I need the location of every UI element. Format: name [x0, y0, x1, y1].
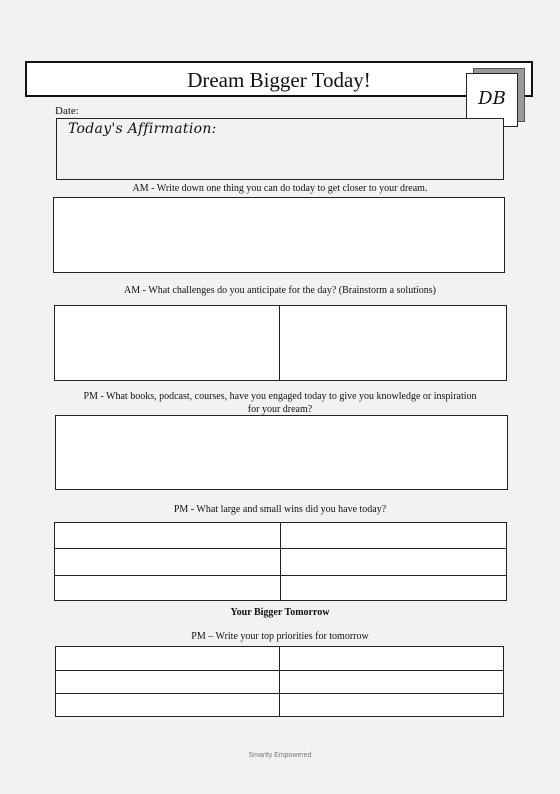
logo-badge: DB — [466, 73, 518, 127]
am-challenges-box[interactable] — [54, 305, 507, 381]
affirmation-label: Today's Affirmation: — [68, 121, 217, 137]
footer-brand: Smartly Empowered — [248, 752, 312, 759]
page-title: Dream Bigger Today! — [187, 68, 371, 92]
priorities-divider-h1 — [55, 670, 504, 671]
pm-learning-prompt-line2: for your dream? — [247, 404, 313, 415]
wins-divider-h1 — [54, 548, 507, 549]
challenges-divider — [279, 305, 280, 381]
wins-divider-v — [280, 522, 281, 601]
priorities-divider-h2 — [55, 693, 504, 694]
priorities-divider-v — [279, 646, 280, 717]
tomorrow-heading: Your Bigger Tomorrow — [230, 607, 330, 618]
am-dream-prompt: AM - Write down one thing you can do today to get closer to your dream. — [132, 183, 428, 194]
pm-learning-prompt-line1: PM - What books, podcast, courses, have you engaged today to give you knowledge or inspiration — [83, 391, 477, 402]
pm-learning-box[interactable] — [55, 415, 508, 490]
pm-priorities-prompt: PM – Write your top priorities for tomorrow — [191, 631, 369, 642]
wins-divider-h2 — [54, 575, 507, 576]
am-dream-box[interactable] — [53, 197, 505, 273]
date-label: Date: — [55, 105, 79, 117]
pm-wins-prompt: PM - What large and small wins did you have today? — [173, 504, 387, 515]
am-challenges-prompt: AM - What challenges do you anticipate for the day? (Brainstorm a solutions) — [124, 285, 436, 296]
